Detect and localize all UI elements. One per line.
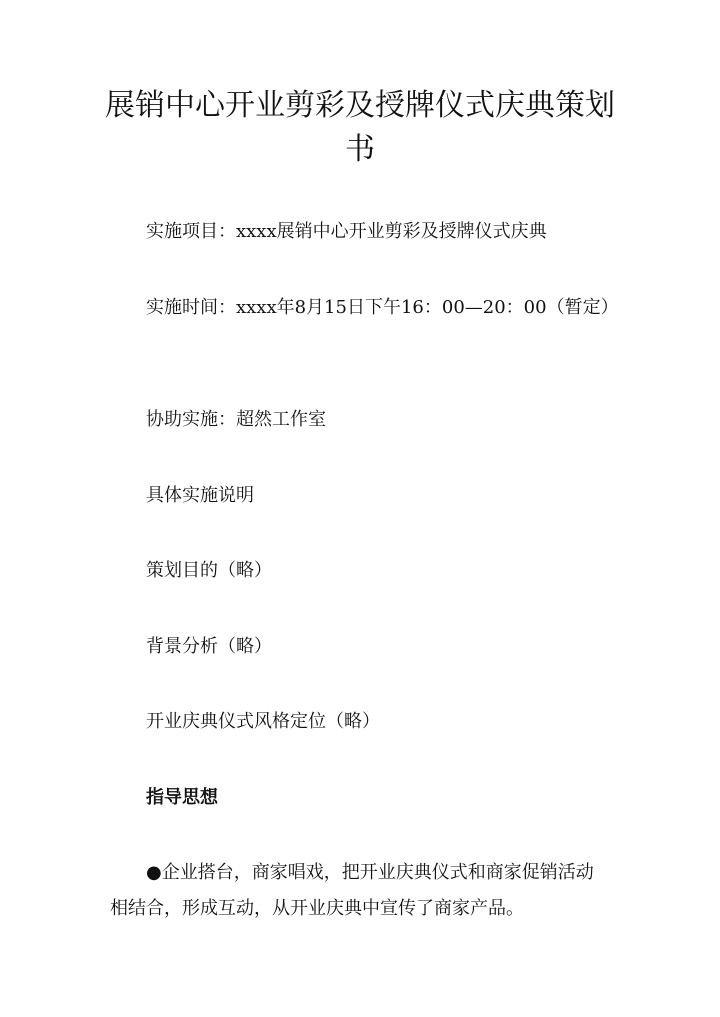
paragraph-guiding-heading: 指导思想 [146,787,218,808]
paragraph-style: 开业庆典仪式风格定位（略） [146,711,380,732]
paragraph-project: 实施项目：xxxx展销中心开业剪彩及授牌仪式庆典 [146,221,547,242]
document-title: 展销中心开业剪彩及授牌仪式庆典策划书 [105,88,615,167]
paragraph-details-heading: 具体实施说明 [146,485,254,506]
paragraph-guiding-point: ●企业搭台，商家唱戏，把开业庆典仪式和商家促销活动相结合，形成互动，从开业庆典中宣传了商家产品。 [110,862,594,919]
paragraph-time: 实施时间：xxxx年8月15日下午16：00—20：00（暂定） [146,297,619,318]
paragraph-purpose: 策划目的（略） [146,560,272,581]
paragraph-background: 背景分析（略） [146,636,272,657]
paragraph-assist: 协助实施：超然工作室 [146,409,326,430]
